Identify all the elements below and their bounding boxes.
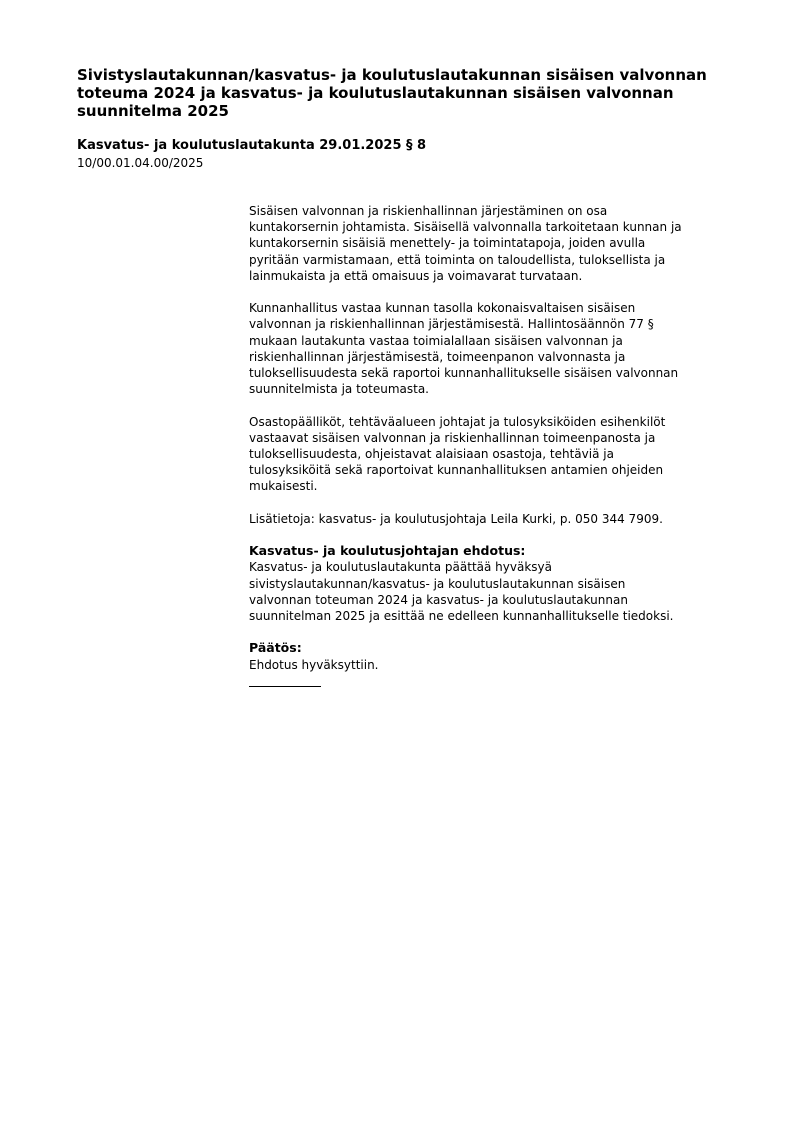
paragraph-internal-control: [249, 203, 759, 284]
text-line: riskienhallinnan järjestämisestä, toimeenpanon valvonnasta ja: [249, 349, 626, 364]
text-line: tuloksellisuudesta, ohjeistavat alaisiaan osastoja, tehtäviä ja: [249, 447, 614, 462]
decision-heading: Päätös:: [249, 640, 302, 656]
text-line: pyritään varmistamaan, että toiminta on taloudellista, tuloksellista ja: [249, 252, 666, 267]
contact-info: Lisätietoja: kasvatus- ja koulutusjohtaja Leila Kurki, p. 050 344 7909.: [249, 511, 663, 526]
title-line: suunnitelma 2025: [77, 102, 229, 120]
proposal-section: [249, 543, 759, 624]
document-title: [77, 66, 737, 120]
paragraph-managers: [249, 414, 759, 495]
paragraph-responsibilities: [249, 300, 759, 397]
text-line: sivistyslautakunnan/kasvatus- ja koulutuslautakunnan sisäisen: [249, 576, 626, 591]
text-line: kuntakorsernin johtamista. Sisäisellä valvonnalla tarkoitetaan kunnan ja: [249, 220, 682, 235]
text-line: suunnitelman 2025 ja esittää ne edelleen kunnanhallitukselle tiedoksi.: [249, 609, 674, 624]
text-line: kuntakorsernin sisäisiä menettely- ja toimintatapoja, joiden avulla: [249, 236, 646, 251]
signature-line: [249, 686, 321, 687]
decision-text: Ehdotus hyväksyttiin.: [249, 657, 379, 672]
text-line: lainmukaista ja että omaisuus ja voimavarat turvataan.: [249, 268, 583, 283]
paragraph-contact-info: [249, 511, 759, 527]
decision-section: [249, 640, 759, 672]
text-line: Osastopäälliköt, tehtäväalueen johtajat ja tulosyksiköiden esihenkilöt: [249, 414, 666, 429]
archive-code: 10/00.01.04.00/2025: [77, 156, 204, 170]
text-line: suunnitelmista ja toteumasta.: [249, 382, 429, 397]
text-line: vastaavat sisäisen valvonnan ja riskienhallinnan toimeenpanosta ja: [249, 430, 656, 445]
text-line: Kasvatus- ja koulutuslautakunta päättää hyväksyä: [249, 560, 552, 575]
text-line: valvonnan ja riskienhallinnan järjestämisestä. Hallintosäännön 77 §: [249, 317, 654, 332]
text-line: Sisäisen valvonnan ja riskienhallinnan järjestäminen on osa: [249, 204, 608, 218]
text-line: tulosyksiköitä sekä raportoivat kunnanhallituksen antamien ohjeiden: [249, 463, 664, 478]
title-line: toteuma 2024 ja kasvatus- ja koulutuslautakunnan sisäisen valvonnan: [77, 84, 674, 102]
meeting-reference: Kasvatus- ja koulutuslautakunta 29.01.2025 § 8: [77, 138, 427, 153]
text-line: tuloksellisuudesta sekä raportoi kunnanhallitukselle sisäisen valvonnan: [249, 366, 679, 381]
title-line: Sivistyslautakunnan/kasvatus- ja koulutuslautakunnan sisäisen valvonnan: [77, 66, 707, 84]
text-line: Kunnanhallitus vastaa kunnan tasolla kokonaisvaltaisen sisäisen: [249, 301, 636, 316]
text-line: valvonnan toteuman 2024 ja kasvatus- ja koulutuslautakunnan: [249, 592, 628, 607]
text-line: mukaisesti.: [249, 479, 318, 494]
proposal-heading: Kasvatus- ja koulutusjohtajan ehdotus:: [249, 543, 526, 559]
document-body: [249, 203, 759, 689]
text-line: mukaan lautakunta vastaa toimialallaan sisäisen valvonnan ja: [249, 333, 623, 348]
